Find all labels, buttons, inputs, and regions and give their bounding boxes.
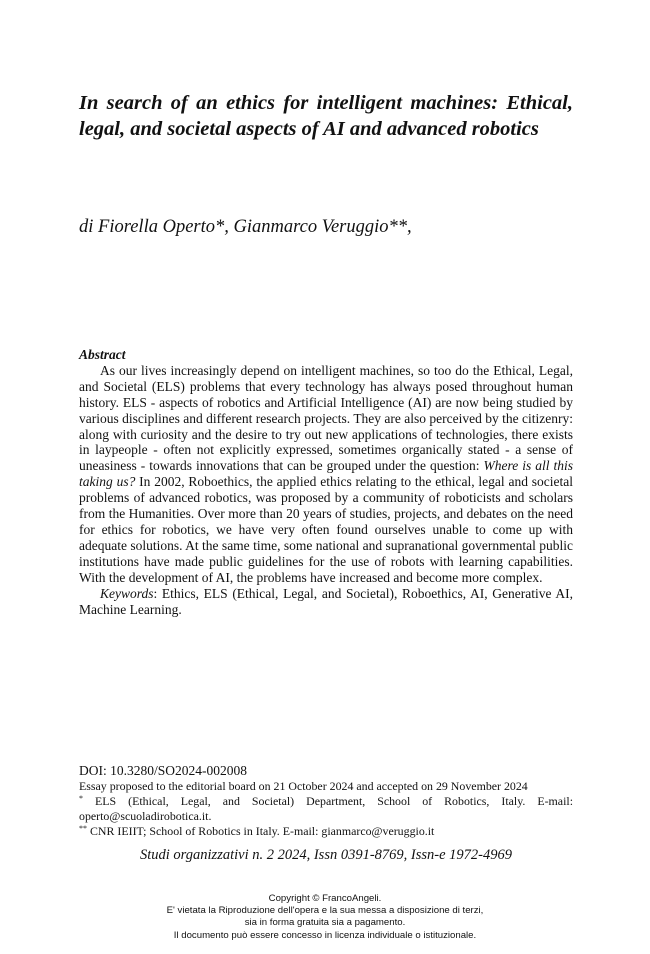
affiliation-text: CNR IEIIT; School of Robotics in Italy. E-mail: gianmarco@veruggio.it (87, 824, 435, 838)
keywords-text: : Ethics, ELS (Ethical, Legal, and Societal), Roboethics, AI, Generative AI, Machine Learning. (79, 585, 573, 617)
abstract-section (79, 347, 573, 617)
affiliation-footnote-1 (79, 794, 573, 824)
abstract-text-part-2: In 2002, Roboethics, the applied ethics relating to the ethical, legal and societal problems of advanced robotics, was proposed by a community of roboticists and scholars from the Humanities. Over more than 20 years of studies, projects, and debates on the need for ethics for robotics, we have very often found ourselves unable to come up with adequate solutions. At the same time, some national and supranational governmental public institutions have made public guidelines for the use of robots with learning capabilities. With the development of AI, the problems have increased and become more complex. (79, 474, 573, 585)
footnote-mark: ** (79, 824, 87, 833)
copyright-line: Il documento può essere concesso in licenza individuale o istituzionale. (173, 929, 477, 941)
affiliation-text: ELS (Ethical, Legal, and Societal) Department, School of Robotics, Italy. E-mail: operto@scuoladirobotica.it. (79, 794, 573, 823)
article-title: In search of an ethics for intelligent machines: Ethical, legal, and societal aspects of AI and advanced robotics (79, 92, 573, 140)
copyright-line: sia in forma gratuita sia a pagamento. (244, 917, 406, 929)
keywords-label: Keywords (100, 585, 154, 601)
journal-citation: Studi organizzativi n. 2 2024, Issn 0391-8769, Issn-e 1972-4969 (139, 847, 513, 863)
footnote-mark: * (79, 794, 83, 803)
affiliation-footnote-2 (79, 824, 573, 839)
front-matter-notes (79, 762, 573, 839)
abstract-italic-question: Where is all this taking us? (79, 458, 573, 490)
abstract-heading: Abstract (79, 347, 126, 362)
abstract-body (79, 363, 573, 586)
copyright-line: E' vietata la Riproduzione dell'opera e la sua messa a disposizione di terzi, (166, 905, 484, 917)
author-line: di Fiorella Operto*, Gianmarco Veruggio**, (79, 217, 412, 237)
copyright-line: Copyright © FrancoAngeli. (268, 893, 382, 904)
doi-line: DOI: 10.3280/SO2024-002008 (79, 763, 247, 778)
abstract-text-part-1: As our lives increasingly depend on intelligent machines, so too do the Ethical, Legal, and Societal (ELS) problems that every technology has always posed throughout human history. ELS - aspects of robotics and Artificial Intelligence (AI) are now being studied by various disciplines and different research projects. They are also perceived by the citizenry: along with curiosity and the desire to try out new applications of technologies, there exists in laypeople - often not explicitly expressed, sometimes organically stated - a sense of uneasiness - towards innovations that can be grouped under the question: (79, 362, 573, 474)
keywords-paragraph (79, 586, 573, 618)
copyright-notice (60, 893, 590, 942)
submission-note: Essay proposed to the editorial board on 21 October 2024 and accepted on 29 November 2024 (79, 779, 528, 793)
